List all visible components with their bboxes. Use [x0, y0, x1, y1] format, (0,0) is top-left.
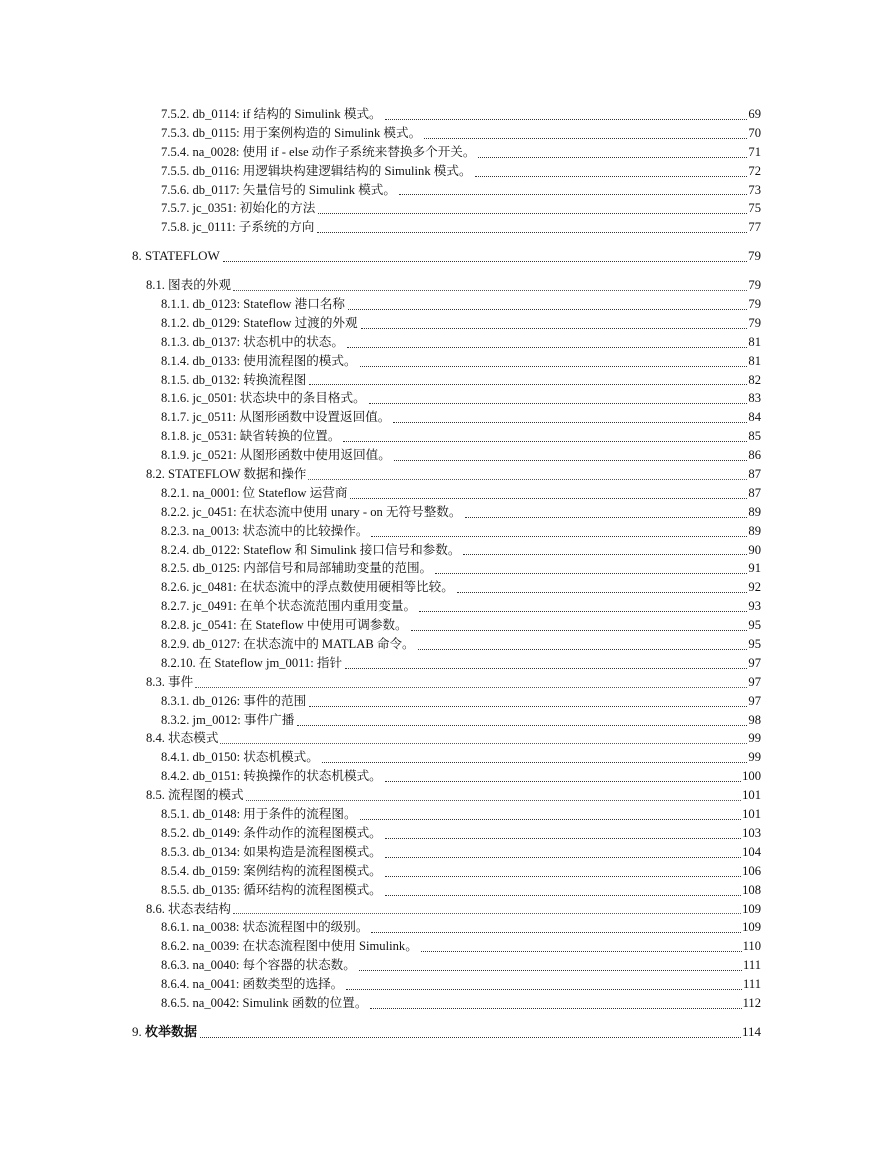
dot-leader: [385, 837, 741, 839]
toc-entry-number: 8.6.4.: [161, 977, 190, 992]
toc-entry-title: db_0148: 用于条件的流程图。: [192, 807, 357, 822]
toc-entry[interactable]: [0, 389, 761, 408]
dot-leader: [394, 459, 748, 461]
toc-entry-page: 70: [748, 125, 761, 140]
toc-entry-number: 8.3.1.: [161, 693, 190, 708]
toc-entry-page: 99: [748, 750, 761, 765]
toc-entry-number: 8.1.9.: [161, 448, 190, 463]
toc-entry-page: 87: [748, 485, 761, 500]
toc-entry-title: 状态模式: [168, 731, 219, 746]
toc-entry[interactable]: [0, 673, 761, 692]
toc-entry-title: STATEFLOW: [145, 248, 220, 264]
toc-entry[interactable]: [0, 541, 761, 560]
toc-entry-page: 97: [748, 693, 761, 708]
dot-leader: [463, 553, 747, 555]
toc-entry-page: 75: [748, 201, 761, 216]
dot-leader: [346, 988, 742, 990]
toc-entry-title: jc_0451: 在状态流中使用 unary - on 无符号整数。: [192, 504, 462, 519]
toc-entry-number: 7.5.6.: [161, 182, 190, 197]
toc-entry-page: 79: [748, 297, 761, 311]
toc-entry-page: 81: [748, 353, 761, 368]
toc-entry-number: 8.3.: [146, 674, 165, 689]
toc-entry[interactable]: [0, 692, 761, 711]
toc-entry-page: 106: [742, 863, 761, 878]
dot-leader: [385, 856, 741, 858]
toc-entry-number: 8.4.1.: [161, 750, 190, 765]
toc-entry-number: 8.1.4.: [161, 353, 190, 368]
toc-entry-title: na_0038: 状态流程图中的级别。: [192, 920, 369, 935]
toc-entry-page: 109: [742, 901, 761, 916]
toc-entry[interactable]: [0, 937, 761, 956]
toc-entry-number: 7.5.8.: [161, 220, 190, 235]
dot-leader: [385, 894, 741, 896]
dot-leader: [343, 440, 747, 442]
toc-entry[interactable]: [0, 484, 761, 503]
toc-entry-page: 77: [748, 220, 761, 235]
dot-leader: [419, 610, 747, 612]
toc-entry[interactable]: [0, 1023, 761, 1042]
dot-leader: [371, 931, 741, 933]
dot-leader: [220, 742, 747, 744]
toc-entry-page: 89: [748, 504, 761, 519]
toc-entry-number: 7.5.7.: [161, 201, 190, 216]
toc-entry-number: 8.2.6.: [161, 580, 190, 595]
toc-entry-number: 8.2.5.: [161, 561, 190, 576]
toc-entry[interactable]: [0, 805, 761, 824]
toc-entry[interactable]: [0, 465, 761, 484]
toc-entry-number: 7.5.4.: [161, 144, 190, 159]
toc-entry-title: jc_0521: 从图形函数中使用返回值。: [192, 448, 391, 463]
dot-leader: [424, 137, 747, 139]
toc-entry[interactable]: [0, 218, 761, 237]
toc-entry[interactable]: [0, 881, 761, 900]
dot-leader: [233, 912, 741, 914]
toc-entry[interactable]: [0, 333, 761, 352]
toc-entry[interactable]: [0, 124, 761, 143]
toc-entry-number: 8.3.2.: [161, 712, 190, 727]
toc-entry-title: db_0149: 条件动作的流程图模式。: [192, 825, 382, 840]
toc-entry-number: 8.1.3.: [161, 334, 190, 349]
dot-leader: [309, 705, 747, 707]
toc-entry-title: db_0125: 内部信号和局部辅助变量的范围。: [192, 561, 433, 576]
toc-entry-number: 8.1.7.: [161, 410, 190, 425]
toc-entry-title: jc_0501: 状态块中的条目格式。: [192, 391, 366, 406]
dot-leader: [478, 156, 747, 158]
toc-entry-number: 8.2.: [146, 467, 165, 482]
toc-entry-title: 在 Stateflow jm_0011: 指针: [198, 655, 343, 670]
toc-entry-number: 9.: [132, 1023, 142, 1039]
toc-entry-title: db_0127: 在状态流中的 MATLAB 命令。: [192, 637, 415, 652]
toc-entry-page: 91: [748, 561, 761, 576]
toc-entry[interactable]: [0, 918, 761, 937]
toc-entry-page: 103: [742, 825, 761, 840]
toc-entry-page: 81: [748, 334, 761, 349]
toc-entry-number: 8.2.10.: [161, 655, 196, 670]
toc-entry-page: 92: [748, 580, 761, 595]
toc-entry[interactable]: [0, 578, 761, 597]
toc-entry-number: 8.5.1.: [161, 807, 190, 822]
toc-entry-title: db_0114: if 结构的 Simulink 模式。: [192, 106, 382, 121]
toc-entry-page: 101: [742, 807, 761, 822]
toc-entry-title: na_0042: Simulink 函数的位置。: [192, 995, 368, 1010]
toc-entry-title: na_0039: 在状态流程图中使用 Simulink。: [192, 939, 418, 954]
toc-entry-number: 8.2.3.: [161, 523, 190, 538]
toc-entry[interactable]: [0, 181, 761, 200]
toc-entry[interactable]: [0, 427, 761, 446]
dot-leader: [393, 421, 747, 423]
toc-entry-title: db_0137: 状态机中的状态。: [192, 334, 344, 349]
toc-entry[interactable]: [0, 352, 761, 371]
toc-entry-page: 79: [748, 315, 761, 330]
toc-entry[interactable]: [0, 843, 761, 862]
dot-leader: [370, 1007, 741, 1009]
toc-entry[interactable]: [0, 900, 761, 919]
toc-entry-number: 8.1.8.: [161, 429, 190, 444]
toc-entry-title: db_0126: 事件的范围: [192, 693, 307, 708]
toc-entry[interactable]: [0, 730, 761, 749]
toc-entry[interactable]: [0, 408, 761, 427]
toc-entry-number: 7.5.5.: [161, 163, 190, 178]
toc-entry-title: db_0135: 循环结构的流程图模式。: [192, 882, 382, 897]
toc-entry[interactable]: [0, 371, 761, 390]
toc-entry-title: STATEFLOW 数据和操作: [168, 467, 307, 482]
toc-entry[interactable]: [0, 199, 761, 218]
toc-entry-title: db_0150: 状态机模式。: [192, 750, 319, 765]
dot-leader: [350, 497, 747, 499]
toc-entry-number: 8.5.4.: [161, 863, 190, 878]
dot-leader: [223, 260, 747, 262]
dot-leader: [348, 308, 747, 310]
toc-entry-number: 8.6.3.: [161, 958, 190, 973]
dot-leader: [475, 175, 748, 177]
toc-entry-title: db_0134: 如果构造是流程图模式。: [192, 844, 382, 859]
toc-entry-number: 8.1.6.: [161, 391, 190, 406]
toc-entry-number: 8.4.: [146, 731, 165, 746]
toc-entry-number: 8.: [132, 248, 142, 264]
toc-entry-number: 8.1.: [146, 278, 165, 293]
toc-entry[interactable]: [0, 162, 761, 181]
dot-leader: [297, 724, 747, 726]
dot-leader: [200, 1036, 741, 1038]
toc-entry-page: 85: [748, 429, 761, 444]
toc-entry-title: jc_0351: 初始化的方法: [192, 201, 316, 216]
dot-leader: [318, 212, 747, 214]
toc-entry-page: 90: [748, 542, 761, 557]
toc-entry-title: db_0129: Stateflow 过渡的外观: [192, 315, 358, 330]
toc-entry-number: 7.5.3.: [161, 125, 190, 140]
toc-entry-page: 82: [748, 372, 761, 387]
toc-entry-title: jc_0531: 缺省转换的位置。: [192, 429, 341, 444]
dot-leader: [359, 969, 742, 971]
toc-entry-title: db_0122: Stateflow 和 Simulink 接口信号和参数。: [192, 542, 461, 557]
toc-entry[interactable]: [0, 767, 761, 786]
toc-entry-number: 8.1.5.: [161, 372, 190, 387]
toc-entry[interactable]: [0, 503, 761, 522]
toc-entry-page: 79: [748, 248, 761, 264]
toc-entry-number: 8.1.2.: [161, 315, 190, 330]
toc-entry-title: jc_0541: 在 Stateflow 中使用可调参数。: [192, 618, 408, 633]
dot-leader: [360, 818, 742, 820]
toc-entry-number: 8.6.1.: [161, 920, 190, 935]
dot-leader: [411, 629, 748, 631]
toc-entry[interactable]: [0, 994, 761, 1013]
dot-leader: [385, 780, 741, 782]
toc-entry[interactable]: [0, 748, 761, 767]
toc-entry-page: 100: [742, 769, 761, 784]
toc-entry-title: jc_0111: 子系统的方向: [192, 220, 315, 235]
dot-leader: [385, 118, 748, 120]
toc-entry-number: 8.5.3.: [161, 844, 190, 859]
dot-leader: [418, 648, 748, 650]
dot-leader: [399, 193, 747, 195]
toc-entry[interactable]: [0, 616, 761, 635]
dot-leader: [421, 950, 742, 952]
toc-entry-title: 状态表结构: [168, 901, 232, 916]
dot-leader: [246, 799, 742, 801]
toc-entry-title: na_0001: 位 Stateflow 运营商: [192, 485, 348, 500]
toc-entry-title: db_0115: 用于案例构造的 Simulink 模式。: [192, 125, 422, 140]
dot-leader: [369, 402, 748, 404]
dot-leader: [457, 591, 748, 593]
toc-entry-title: db_0159: 案例结构的流程图模式。: [192, 863, 382, 878]
toc-entry[interactable]: [0, 247, 761, 266]
toc-entry[interactable]: [0, 559, 761, 578]
toc-entry-page: 109: [742, 920, 761, 935]
toc-entry-title: db_0151: 转换操作的状态机模式。: [192, 769, 382, 784]
dot-leader: [233, 289, 747, 291]
toc-entry-title: jc_0511: 从图形函数中设置返回值。: [192, 410, 391, 425]
toc-entry-number: 8.6.5.: [161, 995, 190, 1010]
toc-entry-title: jc_0481: 在状态流中的浮点数使用硬相等比较。: [192, 580, 454, 595]
toc-entry[interactable]: [0, 654, 761, 673]
toc-entry[interactable]: [0, 711, 761, 730]
toc-entry[interactable]: [0, 295, 761, 314]
toc-entry-page: 95: [748, 618, 761, 633]
toc-entry-number: 7.5.2.: [161, 106, 190, 121]
toc-entry-page: 93: [748, 599, 761, 614]
toc-entry-page: 101: [742, 788, 761, 803]
toc-entry-page: 86: [748, 448, 761, 463]
toc-entry[interactable]: [0, 956, 761, 975]
toc-entry-page: 84: [748, 410, 761, 425]
toc-entry-title: na_0040: 每个容器的状态数。: [192, 958, 356, 973]
toc-entry-page: 95: [748, 637, 761, 652]
toc-entry[interactable]: [0, 786, 761, 805]
dot-leader: [347, 346, 747, 348]
toc-entry-page: 89: [748, 523, 761, 538]
toc-entry[interactable]: [0, 314, 761, 333]
toc-entry-title: db_0116: 用逻辑块构建逻辑结构的 Simulink 模式。: [192, 163, 472, 178]
toc-entry[interactable]: [0, 597, 761, 616]
toc-entry-number: 8.2.9.: [161, 637, 190, 652]
toc-entry-title: na_0013: 状态流中的比较操作。: [192, 523, 369, 538]
toc-entry-title: 图表的外观: [168, 278, 232, 293]
toc-entry-title: 流程图的模式: [168, 788, 244, 803]
toc-entry[interactable]: [0, 862, 761, 881]
toc-entry-number: 8.5.5.: [161, 882, 190, 897]
toc-entry-title: db_0123: Stateflow 港口名称: [192, 297, 346, 311]
toc-entry-page: 87: [748, 467, 761, 482]
toc-entry-number: 8.1.1.: [161, 297, 190, 311]
toc-entry-title: na_0041: 函数类型的选择。: [192, 977, 344, 992]
toc-entry[interactable]: [0, 635, 761, 654]
dot-leader: [360, 365, 748, 367]
toc-entry-number: 8.2.7.: [161, 599, 190, 614]
toc-entry-page: 104: [742, 844, 761, 859]
dot-leader: [435, 572, 747, 574]
dot-leader: [309, 383, 747, 385]
toc-entry-title: db_0132: 转换流程图: [192, 372, 307, 387]
toc-entry-number: 8.5.: [146, 788, 165, 803]
toc-entry-page: 97: [748, 674, 761, 689]
toc-entry-page: 72: [748, 163, 761, 178]
toc-entry-title: db_0133: 使用流程图的模式。: [192, 353, 357, 368]
dot-leader: [385, 875, 741, 877]
toc-entry-page: 111: [743, 977, 761, 992]
toc-entry-title: 枚举数据: [145, 1023, 198, 1039]
toc-entry-number: 8.5.2.: [161, 825, 190, 840]
toc-entry[interactable]: [0, 143, 761, 162]
toc-entry-page: 97: [748, 655, 761, 670]
toc-entry[interactable]: [0, 522, 761, 541]
dot-leader: [345, 667, 747, 669]
toc-entry-page: 73: [748, 182, 761, 197]
toc-entry-page: 98: [748, 712, 761, 727]
dot-leader: [308, 478, 747, 480]
toc-entry-number: 8.2.2.: [161, 504, 190, 519]
toc-entry-number: 8.4.2.: [161, 769, 190, 784]
toc-entry[interactable]: [0, 276, 761, 295]
dot-leader: [195, 686, 747, 688]
toc-entry-page: 110: [742, 939, 761, 954]
toc-entry-page: 69: [748, 106, 761, 121]
dot-leader: [361, 327, 748, 329]
toc-entry-number: 8.6.2.: [161, 939, 190, 954]
toc-entry-title: db_0117: 矢量信号的 Simulink 模式。: [192, 182, 396, 197]
toc-entry-page: 71: [748, 144, 761, 159]
toc-entry-page: 99: [748, 731, 761, 746]
toc-entry-page: 83: [748, 391, 761, 406]
toc-entry[interactable]: [0, 446, 761, 465]
toc-entry-page: 112: [742, 995, 761, 1010]
toc-entry[interactable]: [0, 975, 761, 994]
dot-leader: [465, 516, 748, 518]
toc-entry-page: 79: [748, 278, 761, 293]
toc-entry-title: jc_0491: 在单个状态流范围内重用变量。: [192, 599, 417, 614]
toc-entry-title: na_0028: 使用 if - else 动作子系统来替换多个开关。: [192, 144, 476, 159]
dot-leader: [371, 535, 747, 537]
dot-leader: [322, 761, 748, 763]
toc-entry-number: 8.2.8.: [161, 618, 190, 633]
toc-entry-number: 8.2.1.: [161, 485, 190, 500]
toc-entry-title: jm_0012: 事件广播: [192, 712, 295, 727]
toc-entry[interactable]: [0, 105, 761, 124]
toc-entry-number: 8.2.4.: [161, 542, 190, 557]
toc-entry-page: 108: [742, 882, 761, 897]
toc-entry-number: 8.6.: [146, 901, 165, 916]
toc-entry-page: 114: [741, 1023, 761, 1039]
dot-leader: [317, 231, 747, 233]
toc-entry[interactable]: [0, 824, 761, 843]
toc-entry-title: 事件: [168, 674, 194, 689]
toc-entry-page: 111: [743, 958, 761, 973]
table-of-contents: [0, 105, 893, 1042]
